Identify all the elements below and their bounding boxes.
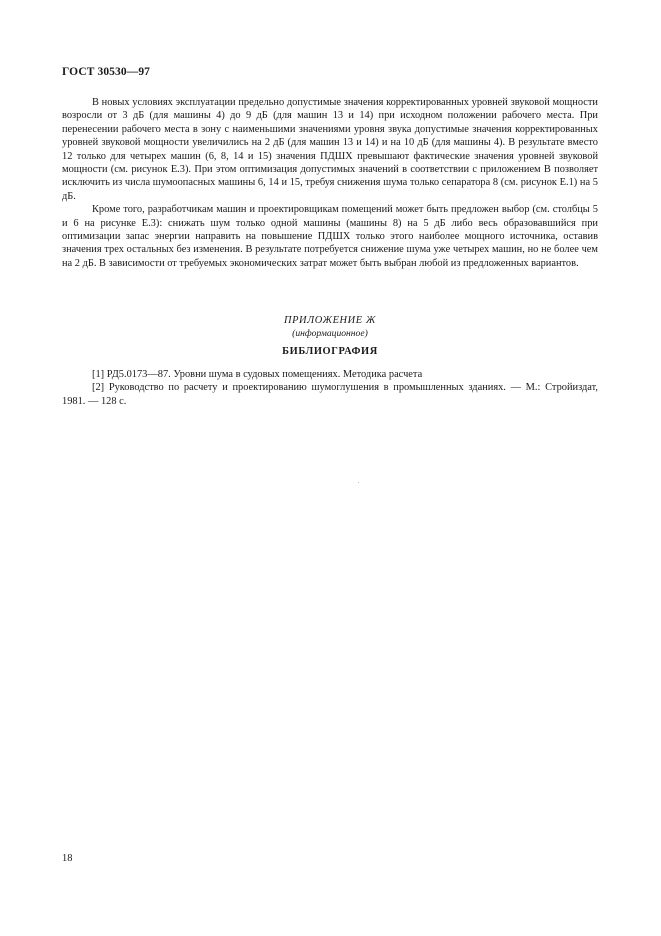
body-paragraph-1: В новых условиях эксплуатации предельно допустимые значения корректированных уровней звуковой мощности возросли от 3 дБ (для машины 4) до 9 дБ (для машин 13 и 14) при исходном положении рабочего места. При перенесении рабочего места в зону с наименьшими значениями уровня звука допустимые значения корректированных уровней звуковой мощности увеличились на 2 дБ (для машин 13 и 14) и на 10 дБ (для машины 4). В результате вместо 12 только для четырех машин (6, 8, 14 и 15) значения ПДШХ превышают фактические значения уровней звуковой мощности (см. рисунок Е.3). При этом оптимизация допустимых значений в соответствии с приложением В позволяет исключить из числа шумоопасных машины 6, 14 и 15, требуя снижения шума только сепаратора 8 (см. рисунок Е.1) на 5 дБ. (62, 97, 598, 202)
appendix-title: ПРИЛОЖЕНИЕ Ж (283, 315, 377, 326)
bibliography-heading: БИБЛИОГРАФИЯ (282, 346, 378, 357)
appendix-heading (62, 314, 598, 340)
bibliography-list (62, 368, 598, 408)
appendix-subtitle: (информационное) (292, 328, 368, 339)
bibliography-item-1: [1] РД5.0173—87. Уровни шума в судовых помещениях. Методика расчета (92, 369, 423, 380)
document-header: ГОСТ 30530—97 (62, 66, 151, 78)
body-paragraph-2: Кроме того, разработчикам машин и проектировщикам помещений может быть предложен выбор (см. столбцы 5 и 6 на рисунке Е.3): снижать шум только одной машины (машины 8) на 5 дБ либо весь образовавшийся при оптимизации запас энергии направить на повышение ПДШХ только этого наиболее мощного источника, оставив значения трех остальных без изменения. В результате потребуется снижение шума уже четырех машин, но не более чем на 2 дБ. В зависимости от требуемых экономических затрат может быть выбран любой из предложенных вариантов. (62, 204, 598, 269)
page-number: 18 (62, 853, 73, 864)
bibliography-item-2: [2] Руководство по расчету и проектированию шумоглушения в промышленных зданиях. — М.: Стройиздат, 1981. — 128 с. (62, 382, 598, 407)
body-text (62, 96, 598, 270)
scan-speck (358, 482, 359, 483)
